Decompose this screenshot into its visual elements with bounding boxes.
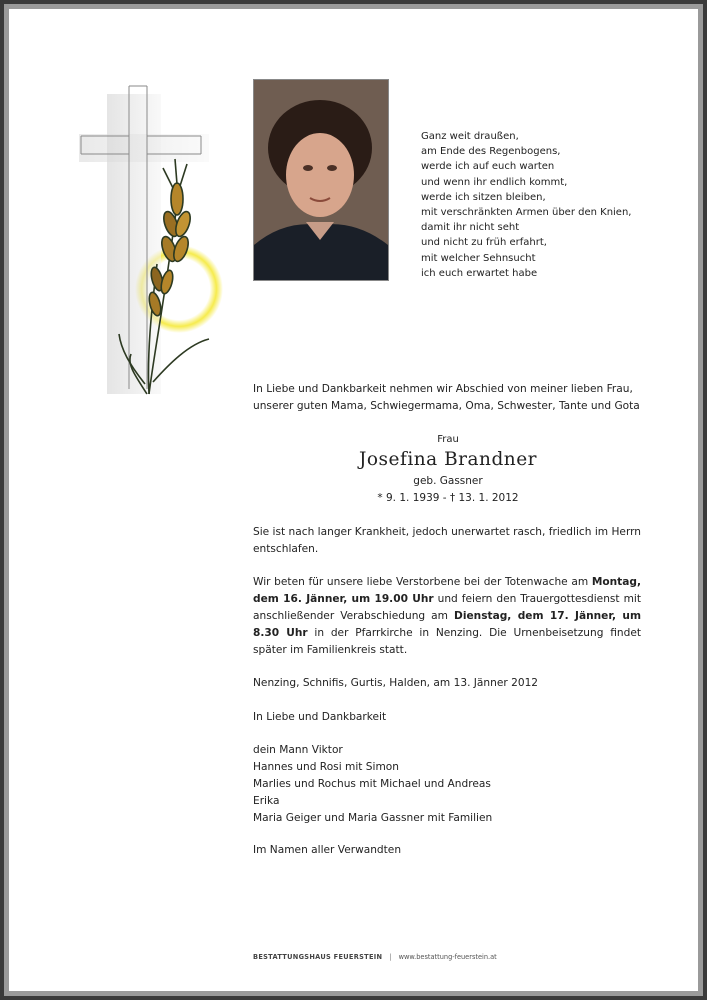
- portrait-image: [254, 80, 388, 280]
- poem-line: damit ihr nicht seht: [421, 222, 520, 234]
- farewell-intro: In Liebe und Dankbarkeit nehmen wir Abschied von meiner lieben Frau, unserer guten Mama, Schwiegermama, Oma, Schwester, Tante und Gota: [253, 383, 640, 412]
- poem-line: am Ende des Regenbogens,: [421, 146, 561, 158]
- service-text: in der Pfarrkirche in Nenzing. Die Urnenbeisetzung findet später im Familienkreis statt.: [253, 627, 641, 656]
- footer-url[interactable]: www.bestattung-feuerstein.at: [398, 953, 497, 961]
- obituary-card: [9, 9, 698, 991]
- love-line: In Liebe und Dankbarkeit: [253, 711, 387, 723]
- mourner-entry: Hannes und Rosi mit Simon: [253, 761, 399, 773]
- footer-separator: |: [389, 953, 392, 961]
- service-date: Dienstag, dem 17. Jänner, um 8.30 Uhr: [253, 610, 642, 639]
- mourner-entry: Marlies und Rochus mit Michael und Andreas: [253, 778, 491, 790]
- portrait-photo: [253, 79, 389, 281]
- place-and-date: Nenzing, Schnifis, Gurtis, Halden, am 13. Jänner 2012: [253, 677, 539, 689]
- salutation: Frau: [437, 434, 459, 445]
- poem-line: werde ich sitzen bleiben,: [421, 191, 546, 203]
- service-details: [253, 574, 641, 659]
- poem-line: und nicht zu früh erfahrt,: [421, 237, 547, 249]
- poem-line: mit verschränkten Armen über den Knien,: [421, 207, 632, 219]
- wake-date: Montag, dem 16. Jänner, um 19.00 Uhr: [253, 576, 641, 605]
- service-text: und feiern den Trauergottesdienst mit anschließender Verabschiedung am: [253, 593, 641, 622]
- on-behalf-line: Im Namen aller Verwandten: [253, 844, 402, 856]
- passing-statement: Sie ist nach langer Krankheit, jedoch unerwartet rasch, friedlich im Herrn entschlafen.: [253, 526, 641, 555]
- footer-brand: BESTATTUNGSHAUS FEUERSTEIN: [253, 953, 383, 961]
- mourners-list: [253, 742, 643, 827]
- maiden-name: geb. Gassner: [413, 475, 483, 487]
- mourner-entry: Erika: [253, 795, 280, 807]
- poem-line: Ganz weit draußen,: [421, 131, 519, 142]
- service-text: Wir beten für unsere liebe Verstorbene bei der Totenwache am: [253, 576, 592, 588]
- poem-line: mit welcher Sehnsucht: [421, 252, 536, 264]
- poem: [421, 129, 661, 281]
- deceased-name: Josefina Brandner: [358, 449, 538, 470]
- mourner-entry: Maria Geiger und Maria Gassner mit Familien: [253, 812, 493, 824]
- poem-line: und wenn ihr endlich kommt,: [421, 176, 568, 188]
- life-dates: * 9. 1. 1939 - † 13. 1. 2012: [377, 492, 519, 504]
- poem-line: werde ich auf euch warten: [421, 161, 555, 173]
- mourner-entry: dein Mann Viktor: [253, 744, 343, 756]
- cross-with-wheat-illustration: [49, 64, 269, 404]
- poem-line: ich euch erwartet habe: [421, 267, 538, 279]
- footer: [253, 953, 673, 961]
